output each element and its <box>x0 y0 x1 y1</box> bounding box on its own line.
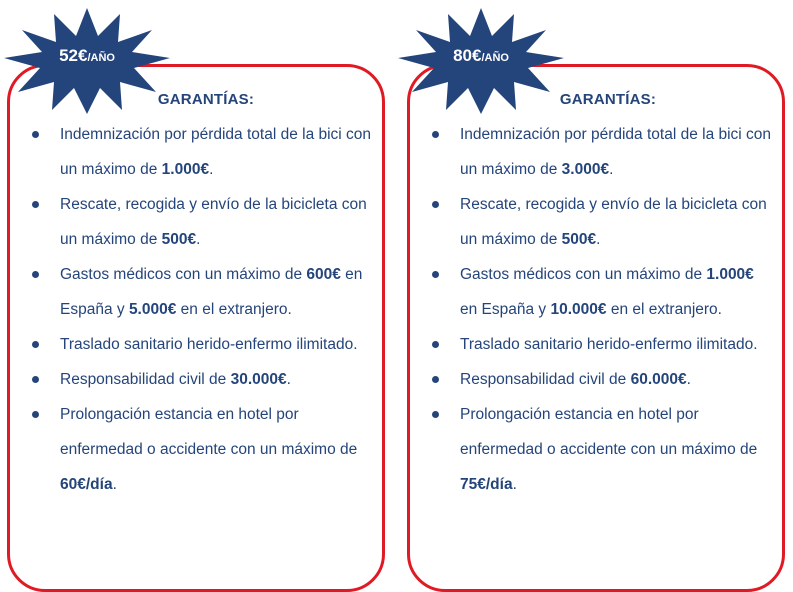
bullet-icon <box>432 131 439 138</box>
guarantee-item-bike-loss: Indemnización por pérdida total de la bici con un máximo de 3.000€. <box>410 117 775 187</box>
guarantee-item-transfer: Traslado sanitario herido-enfermo ilimitado. <box>10 327 375 362</box>
price-label <box>396 46 566 66</box>
bullet-icon <box>32 376 39 383</box>
guarantee-item-liability: Responsabilidad civil de 30.000€. <box>10 362 375 397</box>
bullet-icon <box>32 411 39 418</box>
guarantee-item-medical: Gastos médicos con un máximo de 600€ en España y 5.000€ en el extranjero. <box>10 257 375 327</box>
bullet-icon <box>432 201 439 208</box>
price-unit: /AÑO <box>87 52 115 64</box>
guarantee-item-bike-loss: Indemnización por pérdida total de la bici con un máximo de 1.000€. <box>10 117 375 187</box>
price-amount: 52€ <box>59 46 88 65</box>
guarantees-list <box>10 117 375 502</box>
bullet-icon <box>432 376 439 383</box>
bullet-icon <box>432 411 439 418</box>
price-amount: 80€ <box>453 46 482 65</box>
guarantees-card <box>407 64 785 592</box>
guarantee-item-medical: Gastos médicos con un máximo de 1.000€ en España y 10.000€ en el extranjero. <box>410 257 775 327</box>
plan-card-80 <box>396 0 792 577</box>
guarantee-item-hotel: Prolongación estancia en hotel por enfermedad o accidente con un máximo de 75€/día. <box>410 397 775 502</box>
guarantee-item-hotel: Prolongación estancia en hotel por enfermedad o accidente con un máximo de 60€/día. <box>10 397 375 502</box>
guarantee-item-liability: Responsabilidad civil de 60.000€. <box>410 362 775 397</box>
guarantees-heading: GARANTÍAS: <box>157 91 255 108</box>
guarantee-item-transfer: Traslado sanitario herido-enfermo ilimitado. <box>410 327 775 362</box>
bullet-icon <box>32 201 39 208</box>
guarantees-heading: GARANTÍAS: <box>559 91 657 108</box>
guarantees-list <box>410 117 775 502</box>
plan-card-52 <box>0 0 396 577</box>
price-badge <box>2 6 172 116</box>
guarantee-item-rescue: Rescate, recogida y envío de la bicicleta con un máximo de 500€. <box>10 187 375 257</box>
price-unit: /AÑO <box>481 52 509 64</box>
guarantees-card <box>7 64 385 592</box>
bullet-icon <box>432 271 439 278</box>
price-badge <box>396 6 566 116</box>
bullet-icon <box>32 131 39 138</box>
guarantee-item-rescue: Rescate, recogida y envío de la bicicleta con un máximo de 500€. <box>410 187 775 257</box>
bullet-icon <box>32 271 39 278</box>
price-label <box>2 46 172 66</box>
bullet-icon <box>32 341 39 348</box>
bullet-icon <box>432 341 439 348</box>
